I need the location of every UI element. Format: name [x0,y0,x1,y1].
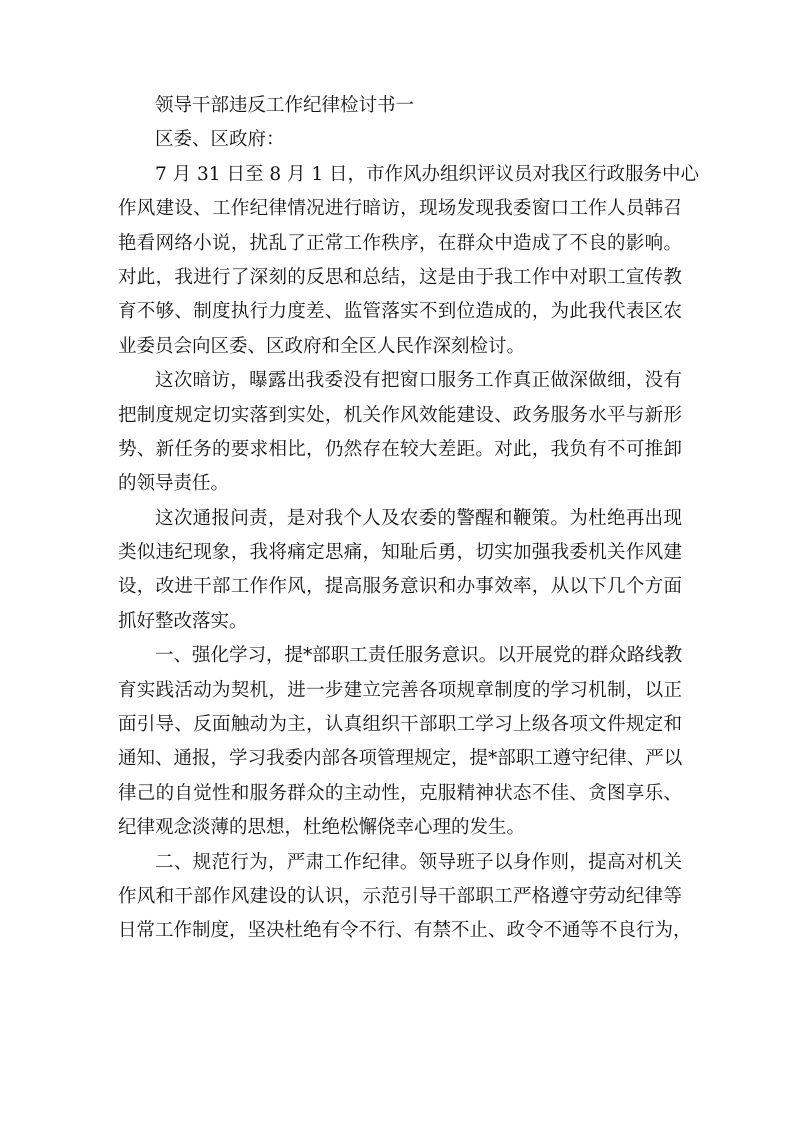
salutation: 区委、区政府： [155,129,285,151]
paragraph-line: 面引导、反面触动为主，认真组织干部职工学习上级各项文件规定和 [118,714,682,736]
document-body [118,89,700,949]
paragraph-line: 业委员会向区委、区政府和全区人民作深刻检讨。 [118,335,526,357]
paragraph-1 [118,158,700,364]
paragraph-line: 势、新任务的要求相比，仍然存在较大差距。对此，我负有不可推卸 [118,438,682,460]
paragraph-line: 律己的自觉性和服务群众的主动性，克服精神状态不佳、贪图享乐、 [118,782,682,804]
paragraph-2 [118,364,682,502]
paragraph-line: 这次通报问责，是对我个人及农委的警醒和鞭策。为杜绝再出现 [155,507,682,529]
paragraph-line: 育不够、制度执行力度差、监管落实不到位造成的，为此我代表区农 [118,301,682,323]
paragraph-line: 通知、通报，学习我委内部各项管理规定，提*部职工遵守纪律、严以 [118,748,683,770]
paragraph-4 [118,639,682,845]
paragraph-line: 对此，我进行了深刻的反思和总结，这是由于我工作中对职工宣传教 [118,266,682,288]
paragraph-line: 这次暗访，曝露出我委没有把窗口服务工作真正做深做细，没有 [155,370,682,392]
paragraph-line: 的领导责任。 [118,473,230,495]
paragraph-line: 一、强化学习，提*部职工责任服务意识。以开展党的群众路线教 [155,645,683,667]
paragraph-line: 作风建设、工作纪律情况进行暗访，现场发现我委窗口工作人员韩召 [118,198,682,220]
paragraph-line: 育实践活动为契机，进一步建立完善各项规章制度的学习机制，以正 [118,679,682,701]
paragraph-line: 二、规范行为，严肃工作纪律。领导班子以身作则，提高对机关 [155,851,682,873]
paragraph-line: 纪律观念淡薄的思想，杜绝松懈侥幸心理的发生。 [118,817,526,839]
paragraph-line: 作风和干部作风建设的认识，示范引导干部职工严格遵守劳动纪律等 [118,885,682,907]
paragraph-line: 类似违纪现象，我将痛定思痛，知耻后勇，切实加强我委机关作风建 [118,542,682,564]
paragraph-line: 艳看网络小说，扰乱了正常工作秩序，在群众中造成了不良的影响。 [118,232,682,254]
paragraph-3 [118,502,682,640]
paragraph-line: 抓好整改落实。 [118,610,248,632]
paragraph-line: 把制度规定切实落到实处，机关作风效能建设、政务服务水平与新形 [118,404,682,426]
document-title: 领导干部违反工作纪律检讨书一 [155,95,415,116]
paragraph-line: 日常工作制度，坚决杜绝有令不行、有禁不止、政令不通等不良行为， [118,920,692,942]
paragraph-line: 设，改进干部工作作风，提高服务意识和办事效率，从以下几个方面 [118,576,682,598]
paragraph-line: 7 月 31 日至 8 月 1 日，市作风办组织评议员对我区行政服务中心 [155,163,700,185]
paragraph-5 [118,846,692,949]
